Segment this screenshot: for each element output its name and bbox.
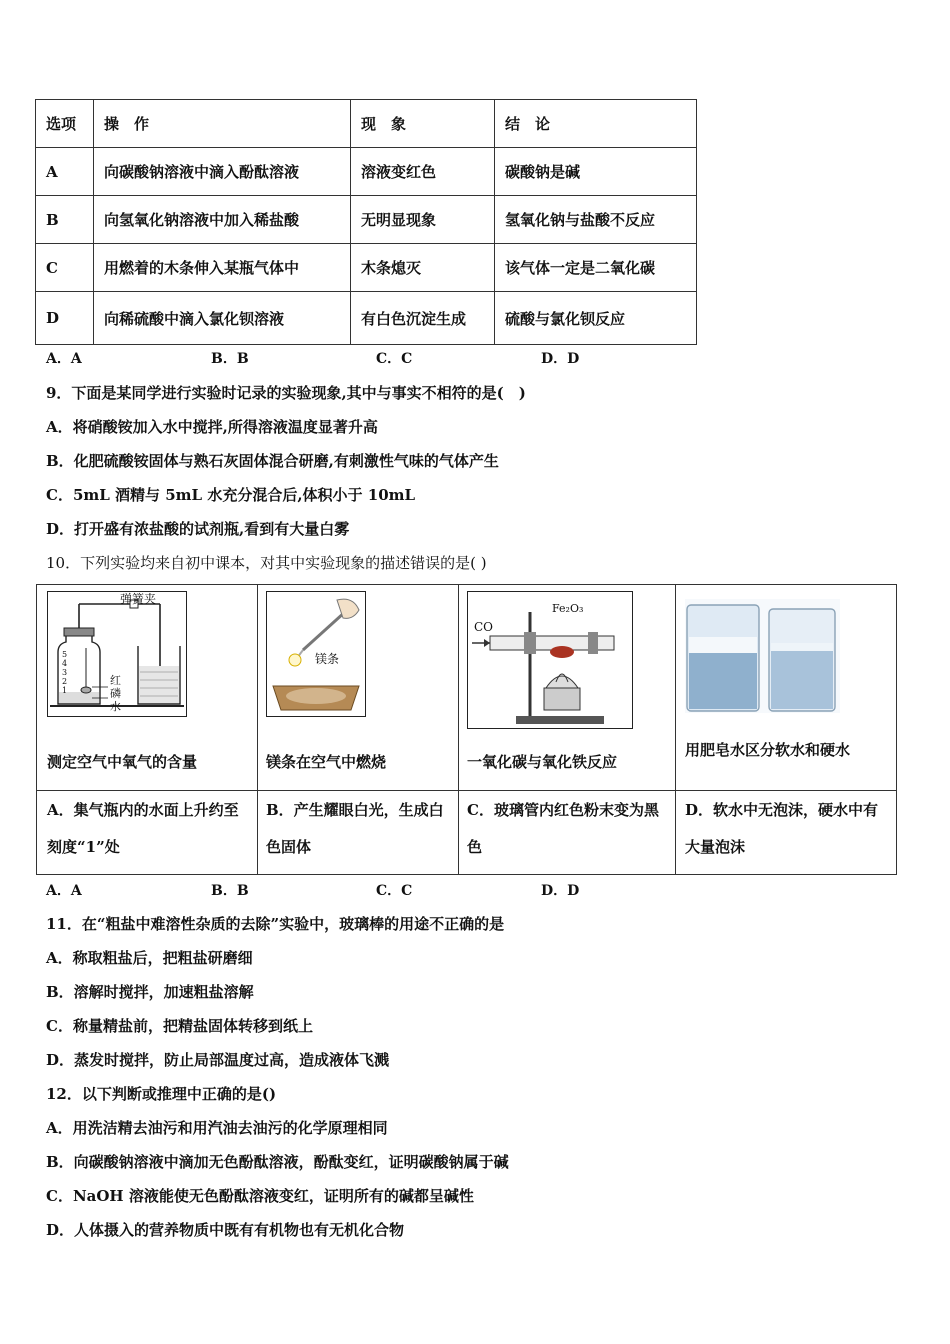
q10-option-a[interactable]: A．集气瓶内的水面上升约至刻度“1”处 [47, 801, 239, 856]
q11-stem: 11．在“粗盐中难溶性杂质的去除”实验中，玻璃棒的用途不正确的是 [46, 915, 505, 933]
magnesium-burning-figure [266, 591, 366, 717]
row-option: B [36, 196, 94, 244]
q12-option-d[interactable]: D．人体摄入的营养物质中既有有机物也有无机化合物 [46, 1221, 405, 1239]
q8-header-conclusion: 结 论 [495, 100, 697, 148]
q10-table [36, 584, 897, 875]
label-phosphorus: 磷 [110, 687, 121, 700]
q8-answer-d[interactable]: D．D [541, 351, 580, 367]
co-iron-oxide-figure [467, 591, 633, 729]
row-phenomenon: 溶液变红色 [351, 148, 495, 196]
q11-option-b[interactable]: B．溶解时搅拌，加速粗盐溶解 [46, 983, 254, 1001]
table-row [36, 196, 697, 244]
row-operation: 向碳酸钠溶液中滴入酚酞溶液 [94, 148, 351, 196]
label-magnesium: 镁条 [315, 652, 340, 666]
table-row [36, 148, 697, 196]
q12-option-a[interactable]: A．用洗洁精去油污和用汽油去油污的化学原理相同 [46, 1119, 388, 1137]
row-conclusion: 该气体一定是二氧化碳 [495, 244, 697, 292]
q10-option-d[interactable]: D．软水中无泡沫，硬水中有大量泡沫 [685, 801, 879, 856]
scale-3: 3 [62, 668, 68, 677]
q8-header-option: 选项 [36, 100, 94, 148]
q10-option-c[interactable]: C．玻璃管内红色粉末变为黑色 [467, 801, 659, 856]
q11-option-d[interactable]: D．蒸发时搅拌，防止局部温度过高，造成液体飞溅 [46, 1051, 390, 1069]
q11-option-c[interactable]: C．称量精盐前，把精盐固体转移到纸上 [46, 1017, 313, 1035]
q10-answer-c[interactable]: C．C [376, 883, 413, 899]
row-phenomenon: 木条熄灭 [351, 244, 495, 292]
q12-stem: 12．以下判断或推理中正确的是() [46, 1085, 277, 1103]
label-red: 红 [110, 674, 121, 687]
q9-option-d[interactable]: D．打开盛有浓盐酸的试剂瓶,看到有大量白雾 [46, 520, 350, 538]
q10-answer-a[interactable]: A．A [46, 883, 82, 899]
label-water: 水 [110, 700, 121, 713]
q12-option-c[interactable]: C．NaOH 溶液能使无色酚酞溶液变红，证明所有的碱都呈碱性 [46, 1187, 474, 1205]
q8-header-phenomenon: 现 象 [351, 100, 495, 148]
q10-answer-d[interactable]: D．D [541, 883, 580, 899]
row-operation: 向氢氧化钠溶液中加入稀盐酸 [94, 196, 351, 244]
row-operation: 用燃着的木条伸入某瓶气体中 [94, 244, 351, 292]
caption-soap-water: 用肥皂水区分软水和硬水 [685, 741, 851, 759]
table-row [36, 244, 697, 292]
label-co: CO [474, 620, 494, 634]
label-spring-clip: 弹簧夹 [120, 592, 157, 606]
caption-co-iron: 一氧化碳与氧化铁反应 [467, 753, 618, 771]
q8-table [35, 99, 697, 345]
row-phenomenon: 无明显现象 [351, 196, 495, 244]
scale-2: 2 [62, 677, 68, 686]
row-option: C [36, 244, 94, 292]
scale-1: 1 [62, 686, 68, 695]
q8-answer-a[interactable]: A．A [46, 351, 82, 367]
oxygen-apparatus-figure [47, 591, 187, 717]
q9-option-a[interactable]: A．将硝酸铵加入水中搅拌,所得溶液温度显著升高 [46, 418, 378, 436]
caption-oxygen: 测定空气中氧气的含量 [47, 753, 198, 771]
row-option: A [36, 148, 94, 196]
row-conclusion: 碳酸钠是碱 [495, 148, 697, 196]
table-row [36, 292, 697, 345]
row-operation: 向稀硫酸中滴入氯化钡溶液 [94, 292, 351, 345]
q8-answer-c[interactable]: C．C [376, 351, 413, 367]
label-fe2o3: Fe₂O₃ [552, 602, 584, 615]
q11-option-a[interactable]: A．称取粗盐后，把粗盐研磨细 [46, 949, 253, 967]
q9-stem: 9．下面是某同学进行实验时记录的实验现象,其中与事实不相符的是( ) [46, 384, 526, 402]
row-conclusion: 氢氧化钠与盐酸不反应 [495, 196, 697, 244]
q10-option-b[interactable]: B．产生耀眼白光，生成白色固体 [266, 801, 444, 856]
row-conclusion: 硫酸与氯化钡反应 [495, 292, 697, 345]
q12-option-b[interactable]: B．向碳酸钠溶液中滴加无色酚酞溶液，酚酞变红，证明碳酸钠属于碱 [46, 1153, 509, 1171]
q8-table-header [36, 100, 697, 148]
scale-5: 5 [62, 650, 68, 659]
row-option: D [36, 292, 94, 345]
q9-option-b[interactable]: B．化肥硫酸铵固体与熟石灰固体混合研磨,有刺激性气味的气体产生 [46, 452, 499, 470]
soap-water-beakers-figure [685, 599, 840, 713]
q8-header-operation: 操 作 [94, 100, 351, 148]
scale-4: 4 [62, 659, 68, 668]
q9-option-c[interactable]: C．5mL 酒精与 5mL 水充分混合后,体积小于 10mL [46, 486, 416, 504]
caption-magnesium: 镁条在空气中燃烧 [266, 753, 387, 771]
q10-answer-b[interactable]: B．B [211, 883, 249, 899]
row-phenomenon: 有白色沉淀生成 [351, 292, 495, 345]
q8-answer-b[interactable]: B．B [211, 351, 249, 367]
q10-stem: 10．下列实验均来自初中课本，对其中实验现象的描述错误的是( ) [46, 554, 487, 572]
